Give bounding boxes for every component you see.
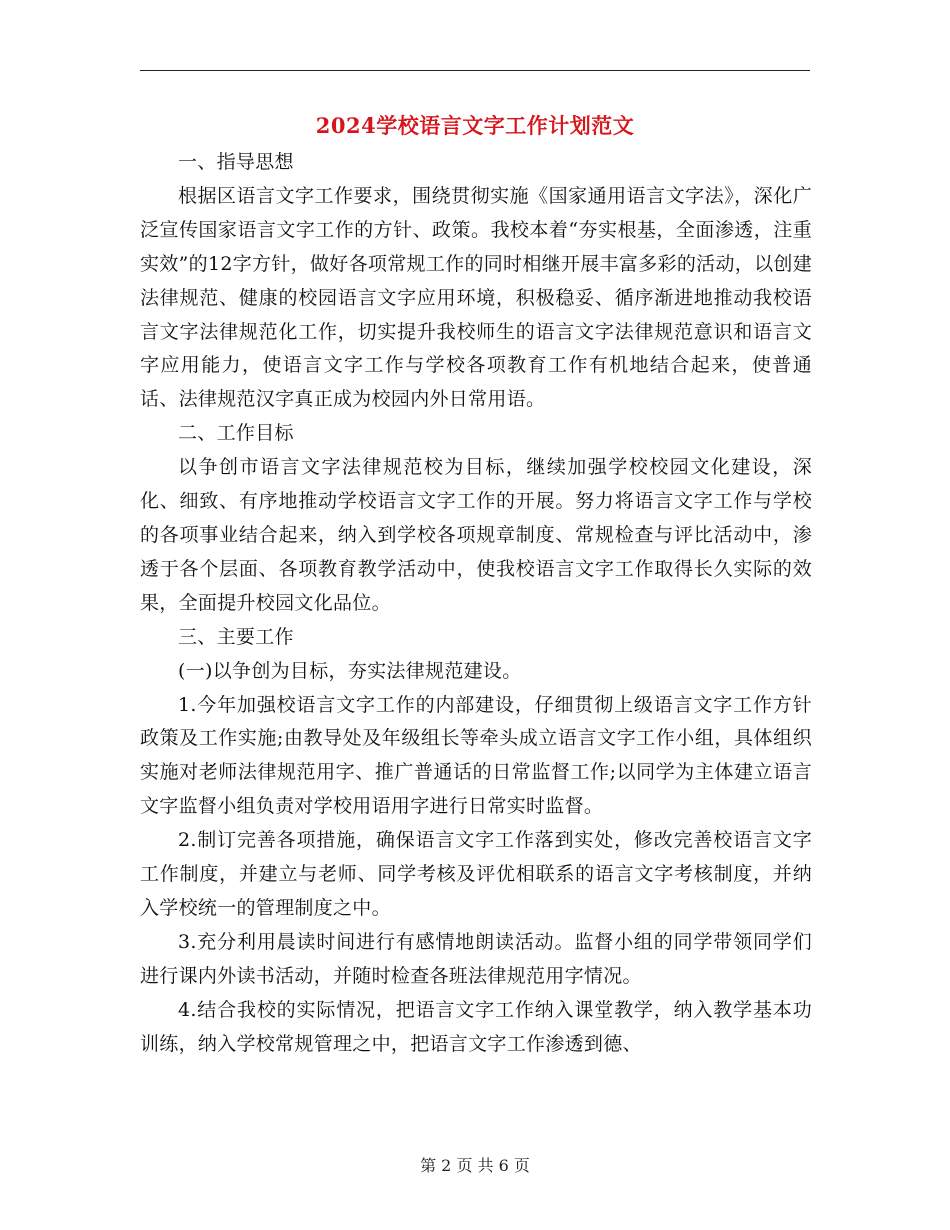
heading-work-goals: 二、工作目标 [178, 422, 294, 445]
header-rule [140, 70, 810, 71]
heading-guiding-ideology: 一、指导思想 [178, 151, 294, 173]
heading-main-work: 三、主要工作 [178, 625, 294, 648]
subheading-standardization: (一)以争创为目标，夯实法律规范建设。 [178, 659, 522, 682]
page-footer: 第 2 页 共 6 页 [420, 1156, 530, 1175]
list-item-3: 3.充分利用晨读时间进行有感情地朗读活动。监督小组的同学带领同学们进行课内外读书活动，并随时检查各班法律规范用字情况。 [140, 930, 812, 987]
document-body [140, 146, 812, 1061]
document-title: 2024学校语言文字工作计划范文 [315, 113, 635, 138]
paragraph-guiding-ideology: 根据区语言文字工作要求，围绕贯彻实施《国家通用语言文字法》，深化广泛宣传国家语言文字工作的方针、政策。我校本着“夯实根基，全面渗透，注重实效”的12字方针，做好各项常规工作的同时相继开展丰富多彩的活动，以创建法律规范、健康的校园语言文字应用环境，积极稳妥、循序渐进地推动我校语言文字法律规范化工作，切实提升我校师生的语言文字法律规范意识和语言文字应用能力，使语言文字工作与学校各项教育工作有机地结合起来，使普通话、法律规范汉字真正成为校园内外日常用语。 [140, 184, 812, 411]
list-item-4: 4.结合我校的实际情况，把语言文字工作纳入课堂教学，纳入教学基本功训练，纳入学校常规管理之中，把语言文字工作渗透到德、 [140, 998, 812, 1055]
paragraph-work-goals: 以争创市语言文字法律规范校为目标，继续加强学校校园文化建设，深化、细致、有序地推动学校语言文字工作的开展。努力将语言文字工作与学校的各项事业结合起来，纳入到学校各项规章制度、常规检查与评比活动中，渗透于各个层面、各项教育教学活动中，使我校语言文字工作取得长久实际的效果，全面提升校园文化品位。 [140, 456, 812, 614]
list-item-1: 1.今年加强校语言文字工作的内部建设，仔细贯彻上级语言文字工作方针政策及工作实施;由教导处及年级组长等牵头成立语言文字工作小组，具体组织实施对老师法律规范用字、推广普通话的日常监督工作;以同学为主体建立语言文字监督小组负责对学校用语用字进行日常实时监督。 [140, 693, 812, 818]
list-item-2: 2.制订完善各项措施，确保语言文字工作落到实处，修改完善校语言文字工作制度，并建立与老师、同学考核及评优相联系的语言文字考核制度，并纳入学校统一的管理制度之中。 [140, 829, 812, 919]
